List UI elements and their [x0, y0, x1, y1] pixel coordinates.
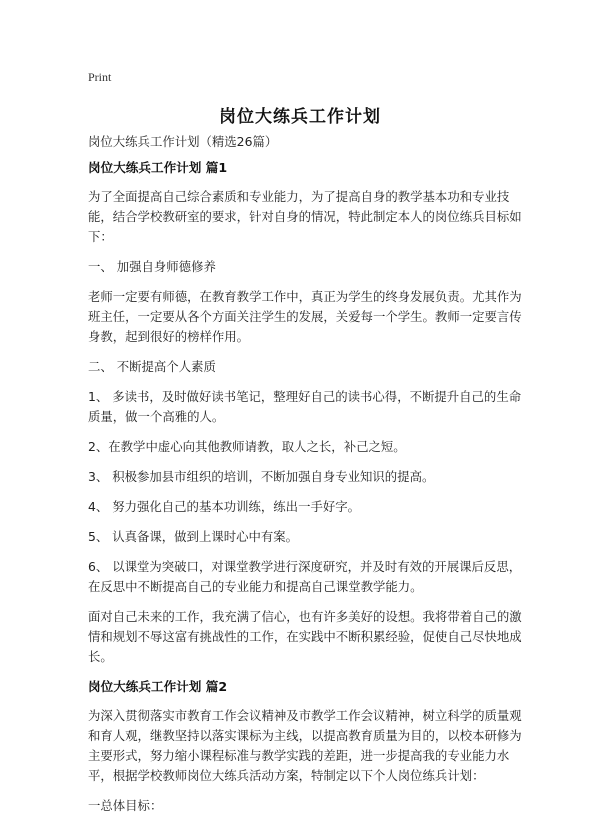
print-label: Print — [88, 70, 112, 84]
paragraph: 5、 认真备课，做到上课时心中有案。 — [88, 529, 299, 544]
paragraph: 6、 以课堂为突破口，对课堂教学进行深度研究，并及时有效的开展课后反思，在反思中不断提高自己的专业能力和提高自己课堂教学能力。 — [88, 559, 522, 594]
paragraph: 为深入贯彻落实市教育工作会议精神及市教学工作会议精神，树立科学的质量观和育人观，继教坚持以落实课标为主线，以提高教育质量为目的，以校本研修为主要形式，努力缩小课程标准与教学实践的差距，进一步提高我的专业能力水平，根据学校教师岗位大练兵活动方案，特制定以下个人岗位练兵计划： — [88, 708, 522, 783]
paragraph: 面对自己未来的工作，我充满了信心，也有许多美好的设想。我将带着自己的激情和规划不辱这富有挑战性的工作，在实践中不断积累经验，促使自己尽快地成长。 — [88, 609, 522, 664]
document-title: 岗位大练兵工作计划 — [219, 107, 381, 127]
document-body — [88, 132, 524, 826]
paragraph: 2、在教学中虚心向其他教师请教，取人之长，补己之短。 — [88, 439, 406, 454]
paragraph: 4、 努力强化自己的基本功训练，练出一手好字。 — [88, 499, 361, 514]
document-subtitle: 岗位大练兵工作计划（精选26篇） — [88, 134, 278, 149]
paragraph: 3、 积极参加县市组织的培训，不断加强自身专业知识的提高。 — [88, 469, 435, 484]
paragraph: 一总体目标： — [88, 798, 163, 813]
section-heading-2: 岗位大练兵工作计划 篇2 — [88, 679, 228, 694]
paragraph: 1、 多读书，及时做好读书笔记，整理好自己的读书心得，不断提升自己的生命质量，做一个高雅的人。 — [88, 389, 522, 424]
paragraph: 老师一定要有师德，在教育教学工作中，真正为学生的终身发展负责。尤其作为班主任，一定要从各个方面关注学生的发展，关爱每一个学生。教师一定要言传身教，起到很好的榜样作用。 — [88, 289, 522, 344]
section-heading-1: 岗位大练兵工作计划 篇1 — [88, 160, 228, 175]
paragraph: 一、 加强自身师德修养 — [88, 259, 216, 274]
paragraph: 二、 不断提高个人素质 — [88, 359, 216, 374]
paragraph: 为了全面提高自己综合素质和专业能力，为了提高自身的教学基本功和专业技能，结合学校教研室的要求，针对自身的情况，特此制定本人的岗位练兵目标如下： — [88, 189, 522, 244]
